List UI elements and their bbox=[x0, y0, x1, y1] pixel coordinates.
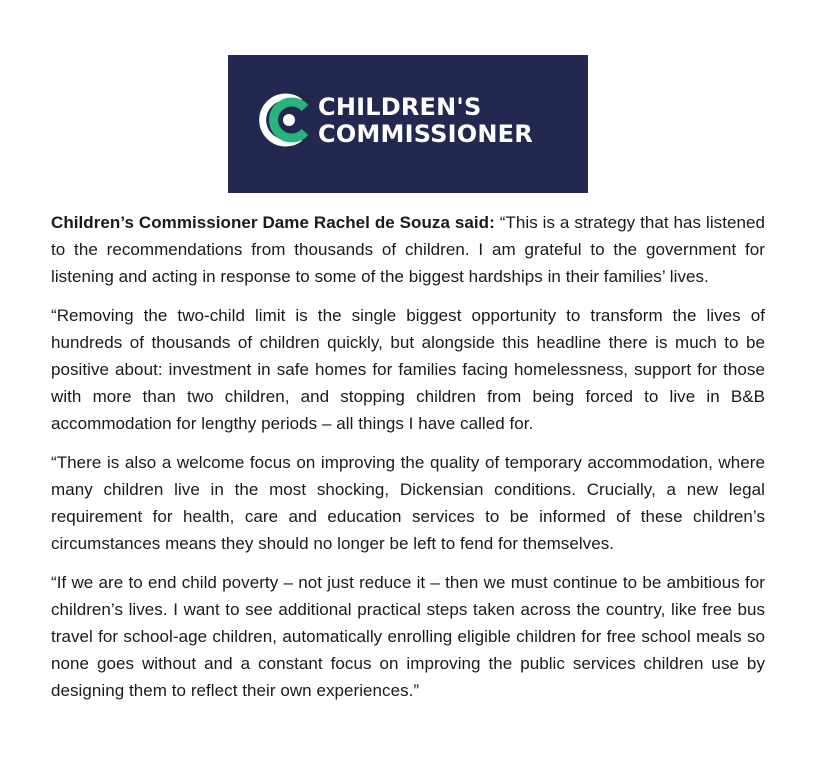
paragraph-2: “Removing the two-child limit is the single biggest opportunity to transform the lives of hundreds of thousands of children quickly, but alongside this headline there is much to be positive about: investment in safe homes for families facing homelessness, support for those with more than two children, and stopping children from being forced to live in B&B accommodation for lengthy periods – all things I have called for. bbox=[51, 306, 765, 433]
paragraph-4: “If we are to end child poverty – not just reduce it – then we must continue to be ambitious for children’s lives. I want to see additional practical steps taken across the country, like free bus travel for school-age children, automatically enrolling eligible children for free school meals so none goes without and a constant focus on improving the public services children use by designing them to reflect their own experiences.” bbox=[51, 573, 765, 700]
speaker-attribution: Children’s Commissioner Dame Rachel de Souza said: bbox=[51, 213, 495, 232]
paragraph-1-text: “This is a strategy that has listened to the recommendations from thousands of children. I am grateful to the government for listening and acting in response to some of the biggest hardships in their families’ lives. bbox=[51, 213, 765, 286]
logo-wordmark bbox=[318, 94, 533, 148]
logo-c-mark-icon bbox=[256, 92, 312, 148]
statement-article bbox=[51, 209, 765, 704]
logo-line-2: COMMISSIONER bbox=[318, 120, 533, 148]
childrens-commissioner-logo bbox=[228, 55, 588, 193]
paragraph-3: “There is also a welcome focus on improving the quality of temporary accommodation, where many children live in the most shocking, Dickensian conditions. Crucially, a new legal requirement for health, care and education services to be informed of these children’s circumstances means they should no longer be left to fend for themselves. bbox=[51, 453, 765, 553]
paragraph-1 bbox=[51, 209, 765, 290]
logo-line-1: CHILDREN'S bbox=[318, 93, 482, 121]
